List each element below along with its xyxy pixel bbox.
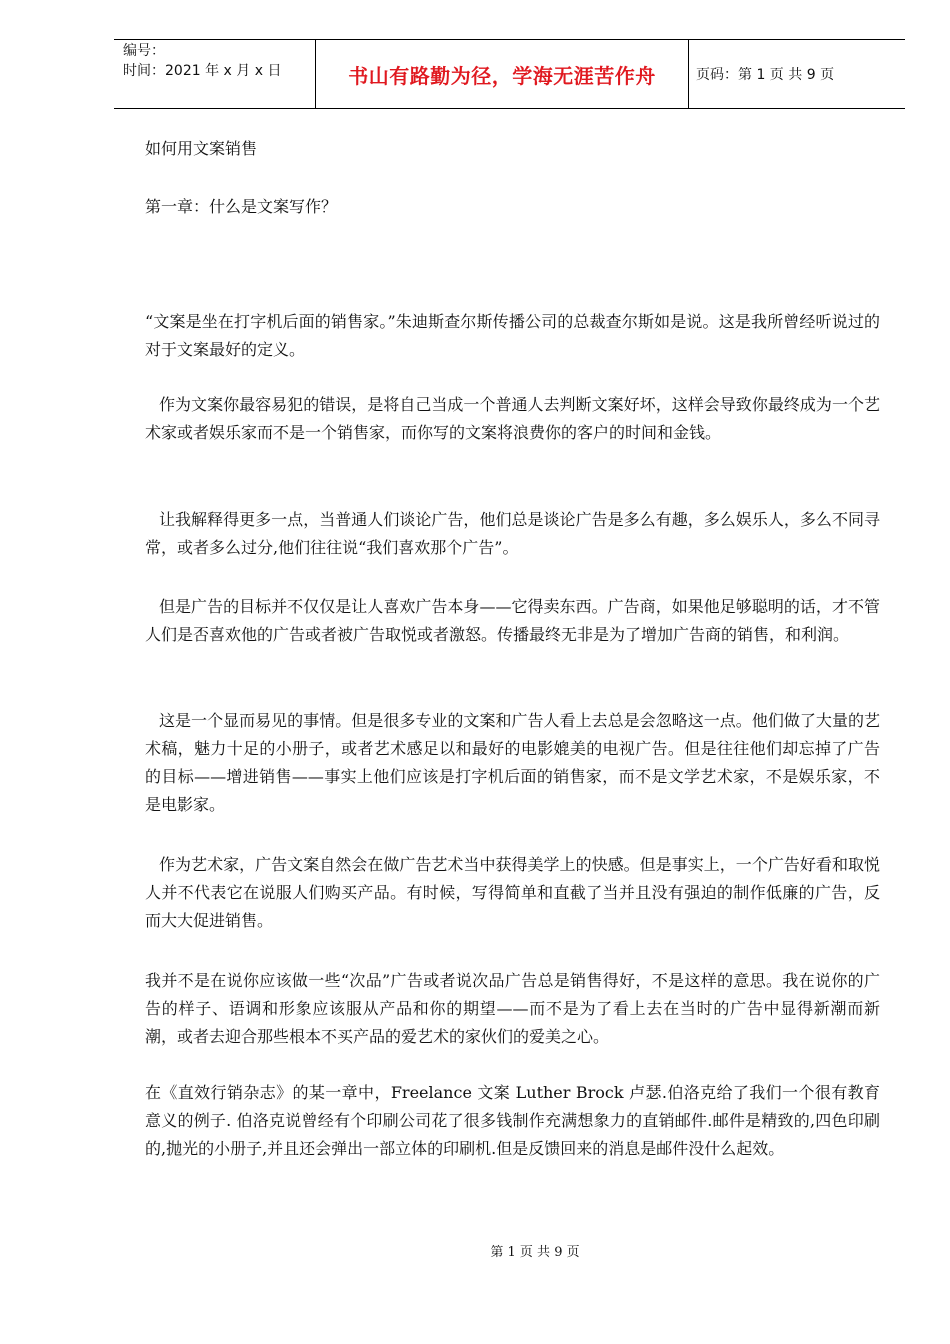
paragraph: 让我解释得更多一点，当普通人们谈论广告，他们总是谈论广告是多么有趣，多么娱乐人，多么不同寻常，或者多么过分,他们往往说“我们喜欢那个广告”。 xyxy=(145,510,880,557)
header-page-cell xyxy=(689,40,905,108)
paragraph: 这是一个显而易见的事情。但是很多专业的文案和广告人看上去总是会忽略这一点。他们做了大量的艺术稿，魅力十足的小册子，或者艺术感足以和最好的电影媲美的电视广告。但是往往他们却忘掉了广告的目标——增进销售——事实上他们应该是打字机后面的销售家，而不是文学艺术家，不是娱乐家，不是电影家。 xyxy=(145,711,880,814)
chapter-heading: 第一章：什么是文案写作？ xyxy=(145,197,338,216)
document-date-label: 时间：2021 年 x 月 x 日 xyxy=(123,63,282,79)
paragraph: 作为艺术家，广告文案自然会在做广告艺术当中获得美学上的快感。但是事实上，一个广告好看和取悦人并不代表它在说服人们购买产品。有时候，写得简单和直截了当并且没有强迫的制作低廉的广告，反而大大促进销售。 xyxy=(145,855,880,930)
document-title: 如何用文案销售 xyxy=(145,139,258,158)
paragraph: 我并不是在说你应该做一些“次品”广告或者说次品广告总是销售得好，不是这样的意思。我在说你的广告的样子、语调和形象应该服从产品和你的期望——而不是为了看上去在当时的广告中显得新潮而新潮，或者去迎合那些根本不买产品的爱艺术的家伙们的爱美之心。 xyxy=(145,971,880,1046)
header-motto: 书山有路勤为径，学海无涯苦作舟 xyxy=(348,64,656,88)
paragraph: 作为文案你最容易犯的错误，是将自己当成一个普通人去判断文案好坏，这样会导致你最终成为一个艺术家或者娱乐家而不是一个销售家，而你写的文案将浪费你的客户的时间和金钱。 xyxy=(145,395,880,442)
document-header xyxy=(114,39,905,109)
paragraph: “文案是坐在打字机后面的销售家。”朱迪斯查尔斯传播公司的总裁查尔斯如是说。这是我所曾经听说过的对于文案最好的定义。 xyxy=(145,312,880,359)
header-page-label: 页码：第 1 页 共 9 页 xyxy=(696,67,835,83)
paragraph: 在《直效行销杂志》的某一章中，Freelance 文案 Luther Brock 卢瑟.伯洛克给了我们一个很有教育意义的例子. 伯洛克说曾经有个印刷公司花了很多钱制作充满想象力的直销邮件.邮件是精致的,四色印刷的,抛光的小册子,并且还会弹出一部立体的印刷机.但是反馈回来的消息是邮件没什么起效。 xyxy=(145,1083,880,1158)
document-number-label: 编号： xyxy=(123,43,165,59)
paragraph: 但是广告的目标并不仅仅是让人喜欢广告本身——它得卖东西。广告商，如果他足够聪明的话，才不管人们是否喜欢他的广告或者被广告取悦或者激怒。传播最终无非是为了增加广告商的销售，和利润。 xyxy=(145,597,880,644)
header-info-cell xyxy=(114,40,316,108)
header-motto-cell xyxy=(316,40,689,108)
page-footer: 第 1 页 共 9 页 xyxy=(490,1245,580,1260)
